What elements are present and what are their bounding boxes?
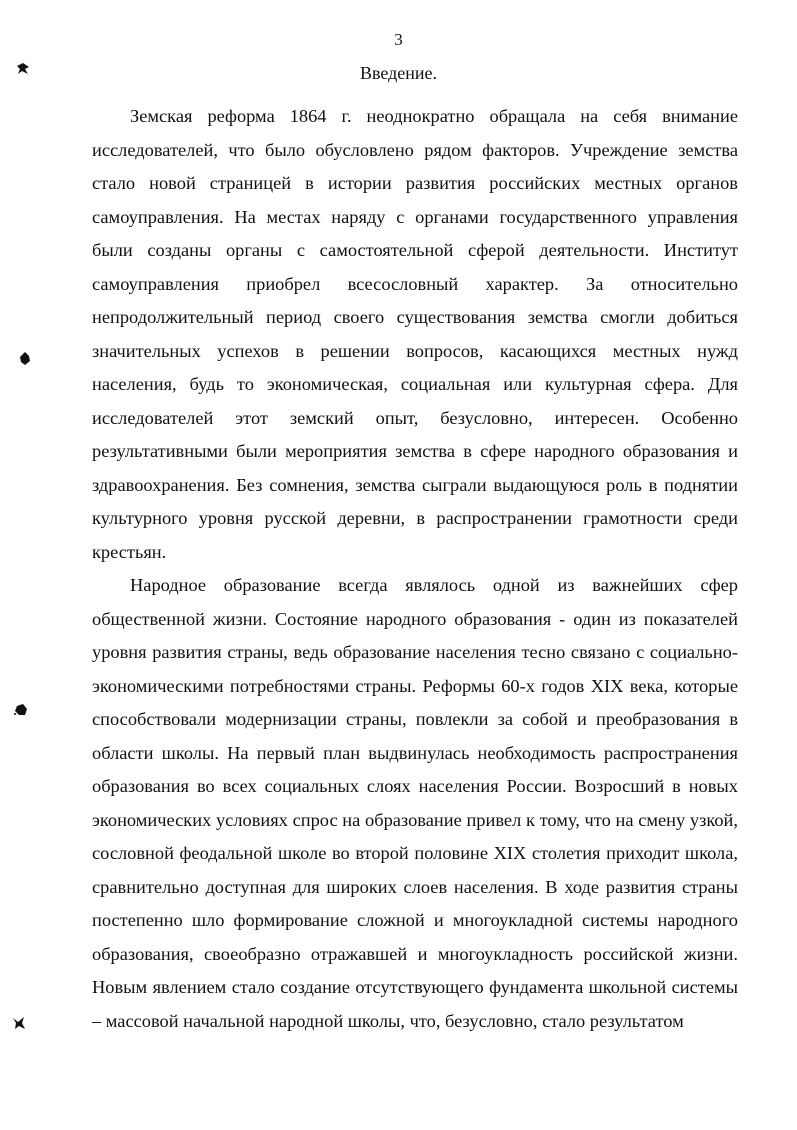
body-text	[92, 100, 738, 1038]
page-number: 3	[394, 30, 403, 49]
scan-artifact-icon	[12, 1016, 26, 1030]
binding-hole-mark	[18, 352, 32, 366]
scan-artifact-icon	[14, 703, 28, 717]
binding-hole-mark	[14, 703, 28, 717]
paragraph: Народное образование всегда являлось одной из важнейших сфер общественной жизни. Состояние народного образования - один из показателей уровня развития страны, ведь образование населения тесно связано с социально-экономическими потребностями страны. Реформы 60-х годов XIX века, которые способствовали модернизации страны, повлекли за собой и преобразования в области школы. На первый план выдвинулась необходимость распространения образования во всех социальных слоях населения России. Возросший в новых экономических условиях спрос на образование привел к тому, что на смену узкой, сословной феодальной школе во второй половине XIX столетия приходит школа, сравнительно доступная для широких слоев населения. В ходе развития страны постепенно шло формирование сложной и многоукладной системы народного образования, своеобразно отражавшей и многоукладность российской жизни. Новым явлением стало создание отсутствующего фундамента школьной системы – массовой начальной народной школы, что, безусловно, стало результатом	[92, 575, 738, 1031]
paragraph: Земская реформа 1864 г. неоднократно обращала на себя внимание исследователей, что было обусловлено рядом факторов. Учреждение земства стало новой страницей в истории развития российских местных органов самоуправления. На местах наряду с органами государственного управления были созданы органы с самостоятельной сферой деятельности. Институт самоуправления приобрел всесословный характер. За относительно непродолжительный период своего существования земства смогли добиться значительных успехов в решении вопросов, касающихся местных нужд населения, будь то экономическая, социальная или культурная сфера. Для исследователей этот земский опыт, безусловно, интересен. Особенно результативными были мероприятия земства в сфере народного образования и здравоохранения. Без сомнения, земства сыграли выдающуюся роль в поднятии культурного уровня русской деревни, в распространении грамотности среди крестьян.	[92, 106, 738, 562]
binding-hole-mark	[12, 1016, 26, 1030]
page-title: Введение.	[359, 63, 438, 83]
scan-artifact-icon	[18, 352, 32, 366]
